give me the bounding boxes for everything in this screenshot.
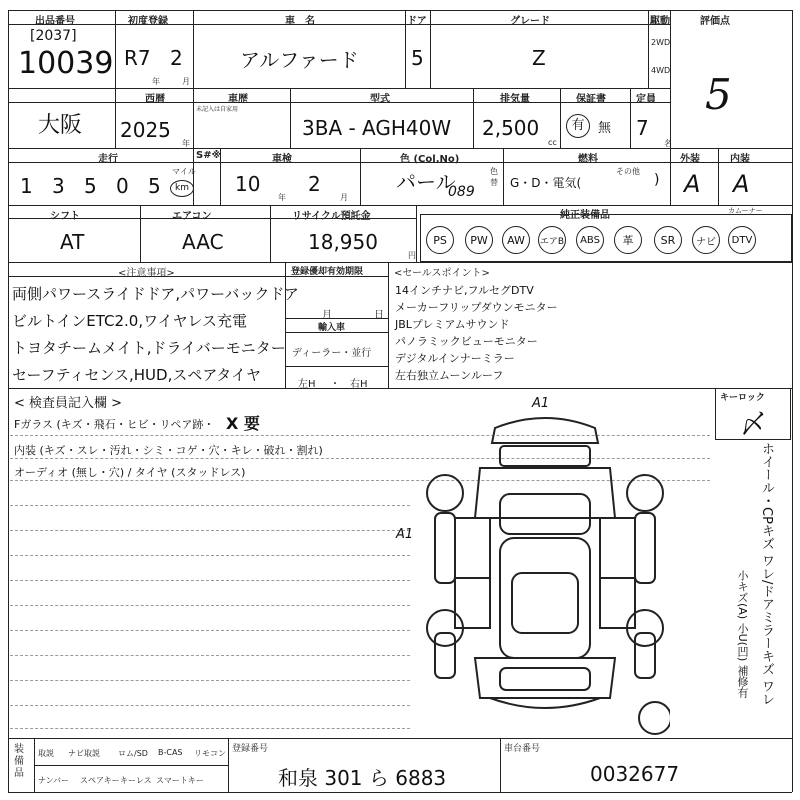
sales-point-2: メーカーフリップダウンモニター: [395, 301, 558, 314]
color-header: 色 (Col.No): [400, 154, 460, 165]
displacement-unit: cc: [548, 138, 557, 147]
doors: 5: [411, 46, 424, 70]
color-change-label: 色替: [490, 167, 498, 187]
import-dealer: ディーラー・並行: [292, 348, 372, 359]
grid-line: [473, 88, 474, 148]
grid-line: [8, 10, 792, 11]
item-navi-manual: ナビ取説: [68, 749, 100, 758]
grid-line: [560, 88, 561, 148]
grid-line: [430, 10, 431, 88]
displacement-header: 排気量: [500, 94, 530, 105]
equip-header: 純正装備品: [560, 210, 610, 221]
item-keyless: キーレス: [120, 776, 152, 785]
grid-line: [8, 738, 792, 739]
reg-month: 月: [322, 310, 332, 321]
interior-header: 内装: [730, 154, 750, 165]
mileage-digit-4: 0: [116, 174, 129, 198]
grid-line: [8, 262, 792, 263]
grid-line: [8, 24, 670, 25]
note-line-4: セーフティセンス,HUD,スペアタイヤ: [12, 366, 261, 384]
dashed-line: [10, 680, 410, 681]
chassis-header: 車台番号: [504, 744, 541, 754]
drive-4wd: 4WD: [651, 66, 671, 75]
exterior-header: 外装: [680, 154, 700, 165]
warranty-no: 無: [598, 121, 612, 136]
item-manual: 取説: [38, 749, 54, 758]
grade-header: グレード: [510, 16, 550, 27]
fuel-header: 燃料: [578, 154, 598, 165]
year-unit-2: 年: [182, 139, 190, 148]
inspection-year-unit: 年: [278, 193, 286, 202]
equip-dtv: DTV: [728, 226, 756, 254]
year-unit: 年: [152, 77, 160, 86]
grid-line: [405, 10, 406, 88]
sales-point-6: 左右独立ムーンルーフ: [395, 369, 504, 382]
drive-2wd: 2WD: [651, 38, 671, 47]
sales-point-5: デジタルインナーミラー: [395, 352, 515, 365]
grid-line: [8, 792, 792, 793]
equip-leather: 革: [614, 226, 642, 254]
mileage-digit-2: 3: [52, 174, 65, 198]
drive-header: 駆動: [650, 16, 670, 27]
unit-km: km: [170, 180, 194, 197]
fuel-close-paren: ): [654, 172, 660, 188]
dashed-line: [10, 555, 410, 556]
notes-header: <注意事項>: [118, 268, 175, 279]
reg-number-header: 登録番号: [232, 744, 269, 754]
grid-line: [8, 88, 670, 89]
sales-header: <セールスポイント>: [394, 268, 490, 279]
equip-aw: AW: [502, 226, 530, 254]
import-header: 輸入車: [318, 323, 346, 333]
sales-point-3: JBLプレミアムサウンド: [395, 318, 510, 331]
dashed-line: [10, 530, 410, 531]
items-header: 装備品: [14, 744, 24, 779]
doors-header: ドア: [407, 16, 427, 27]
grid-line: [718, 148, 719, 205]
year: 2025: [120, 118, 171, 142]
color: パール: [396, 170, 456, 194]
grid-line: [285, 262, 286, 388]
grid-line: [8, 10, 9, 792]
inspector-interior: 内装 (キズ・スレ・汚れ・シミ・コゲ・穴・キレ・破れ・割れ): [14, 444, 323, 457]
grid-line: [8, 205, 792, 206]
fuel-options: G・D・電気(: [510, 176, 582, 190]
side-vertical-text-1: ホイール・CPキズ ワレ/ドアミラーキズ ワレ: [759, 442, 774, 706]
note-line-2: ビルトインETC2.0,ワイヤレス充電: [12, 312, 248, 330]
shift-header: シフト: [50, 211, 80, 222]
keylock-mark: 〆: [740, 410, 767, 440]
shift: AT: [60, 230, 85, 254]
reg-number: 和泉 301 ら 6883: [278, 766, 447, 790]
grid-line: [670, 148, 671, 205]
inspector-header: < 検査員記入欄 >: [14, 396, 123, 411]
steering-left: 左H: [298, 379, 316, 390]
grid-line: [416, 205, 417, 262]
interior-grade: A: [733, 170, 750, 198]
car-diagram: [420, 398, 670, 738]
grid-line: [228, 738, 229, 792]
mileage-digit-3: 5: [84, 174, 97, 198]
grid-line: [792, 10, 793, 792]
inspector-audio: オーディオ (無し・穴) / タイヤ (スタッドレス): [14, 466, 246, 479]
history-note: 未記入は自家用: [196, 106, 239, 113]
grid-line: [388, 262, 389, 388]
rating: 5: [705, 70, 732, 119]
exterior-grade: A: [684, 170, 701, 198]
grid-line: [270, 205, 271, 262]
car-name-header: 車 名: [285, 16, 315, 27]
lot-number: 10039: [18, 46, 114, 81]
mileage-header: 走行: [98, 154, 118, 165]
dashed-line: [10, 705, 410, 706]
warranty-yes: 有: [566, 114, 590, 138]
steering-sep: ・: [330, 379, 340, 390]
note-line-1: 両側パワースライドドア,パワーバックドア: [12, 285, 299, 303]
reg-day: 日: [374, 310, 384, 321]
first-reg-era: R7: [124, 46, 151, 70]
dashed-line: [10, 630, 410, 631]
ac: AAC: [182, 230, 224, 254]
grid-line: [500, 738, 501, 792]
equip-navi: ナビ: [692, 226, 720, 254]
dashed-line: [10, 728, 410, 729]
dashed-line: [10, 580, 410, 581]
fuel-other: その他: [616, 167, 640, 176]
item-smart-key: スマートキー: [156, 776, 204, 785]
item-remote: リモコン: [194, 749, 226, 758]
grid-line: [115, 88, 116, 148]
grid-line: [8, 148, 792, 149]
first-reg-month: 2: [170, 46, 183, 70]
inspection-month-unit: 月: [340, 193, 348, 202]
grid-line: [670, 10, 671, 148]
sno-header: S#※: [196, 150, 222, 161]
grid-line: [140, 205, 141, 262]
grid-line: [290, 88, 291, 148]
inspector-glass-mark: X 要: [226, 414, 260, 433]
dashed-line: [10, 605, 410, 606]
first-reg-header: 初度登録: [128, 16, 168, 27]
model: 3BA - AGH40W: [302, 116, 452, 140]
item-bcas: B-CAS: [158, 748, 183, 757]
grid-line: [8, 102, 670, 103]
sales-point-1: 14インチナビ,フルセグDTV: [395, 284, 534, 297]
grid-line: [34, 765, 228, 766]
recycle-unit: 円: [408, 251, 416, 260]
model-header: 型式: [370, 94, 390, 105]
equip-ps: PS: [426, 226, 454, 254]
lot-box: [2037]: [30, 28, 77, 44]
capacity-unit: 名: [664, 139, 672, 148]
displacement: 2,500: [482, 116, 540, 140]
rating-header: 評価点: [700, 16, 730, 27]
grid-line: [285, 366, 388, 367]
color-code: 089: [448, 184, 475, 200]
chassis: 0032677: [590, 762, 680, 786]
grade: Z: [532, 46, 546, 70]
inspection-year: 10: [235, 172, 261, 196]
equip-abs: ABS: [576, 226, 604, 254]
capacity: 7: [636, 116, 649, 140]
year-header: 西暦: [145, 94, 165, 105]
keyless-header: カムーナー: [728, 207, 763, 215]
mileage-digit-5: 5: [148, 174, 161, 198]
grid-line: [648, 10, 649, 88]
mileage-digit-1: 1: [20, 174, 33, 198]
sales-point-4: パノラミックビューモニター: [395, 335, 538, 348]
grid-line: [285, 318, 388, 319]
grid-line: [630, 88, 631, 148]
capacity-header: 定員: [636, 94, 656, 105]
diagram-mark-side: A1: [396, 527, 414, 542]
recycle: 18,950: [308, 230, 378, 254]
grid-line: [193, 10, 194, 88]
equip-pw: PW: [465, 226, 493, 254]
inspection-month: 2: [308, 172, 321, 196]
history-header: 車歴: [228, 94, 248, 105]
dashed-line: [10, 505, 410, 506]
steering-right: 右H: [350, 379, 368, 390]
equip-sr: SR: [654, 226, 682, 254]
inspector-glass: Fガラス (キズ・飛石・ヒビ・リペア跡・: [14, 418, 215, 431]
unit-mile: マイル: [172, 167, 196, 176]
grid-line: [360, 148, 361, 205]
grid-line: [8, 388, 792, 389]
location: 大阪: [38, 113, 83, 138]
reg-deadline-header: 登録優却有効期限: [291, 267, 364, 277]
equip-airbag: エアB: [538, 226, 566, 254]
grid-line: [193, 88, 194, 148]
diagram-mark-front: A1: [532, 396, 550, 411]
item-rom-sd: ロム/SD: [118, 749, 148, 758]
side-vertical-text-2: 小キズ(A) 小U(凹) 補修有: [736, 570, 749, 698]
warranty-header: 保証書: [576, 94, 606, 105]
keylock-header: キーロック: [720, 393, 765, 403]
dashed-line: [10, 655, 410, 656]
recycle-header: リサイクル預託金: [292, 211, 371, 222]
inspection-header: 車検: [272, 154, 292, 165]
item-number: ナンバー: [38, 776, 70, 785]
car-name: アルファード: [240, 48, 359, 72]
grid-line: [115, 10, 116, 88]
note-line-3: トヨタチームメイト,ドライバーモニター: [12, 339, 286, 357]
grid-line: [503, 148, 504, 205]
lot-header: 出品番号: [35, 16, 75, 27]
ac-header: エアコン: [172, 211, 212, 222]
month-unit: 月: [182, 77, 190, 86]
item-spare-key: スペアキー: [80, 776, 120, 785]
